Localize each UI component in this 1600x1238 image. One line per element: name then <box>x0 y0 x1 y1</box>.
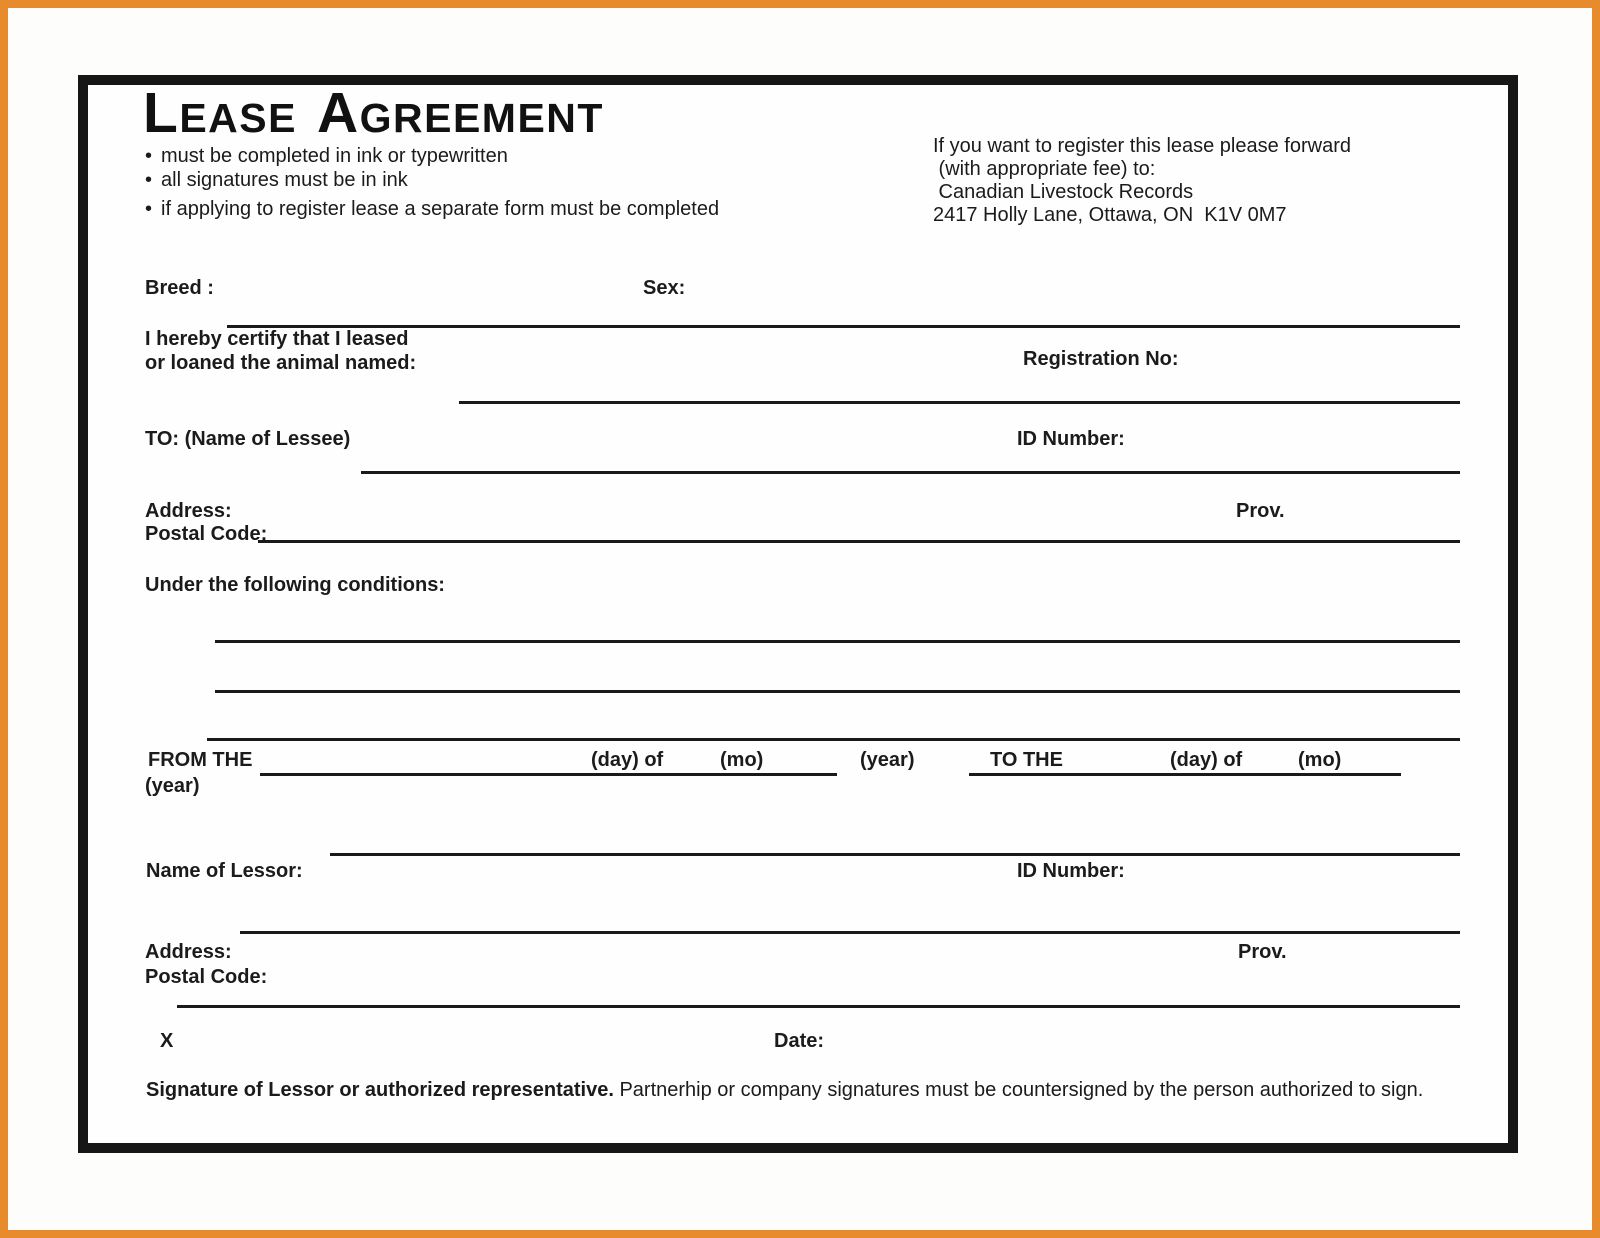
from-the-label: FROM THE <box>148 749 253 771</box>
register-info-line: If you want to register this lease please forward <box>933 135 1351 157</box>
register-info-line: (with appropriate fee) to: <box>933 158 1156 180</box>
to-lessee-label: TO: (Name of Lessee) <box>145 428 351 450</box>
title-word-agreement: AGREEMENT <box>316 81 604 145</box>
to-day-of-label: (day) of <box>1170 749 1243 771</box>
lessor-prov-label: Prov. <box>1238 941 1287 963</box>
lessee-postal-code-label: Postal Code: <box>145 523 268 545</box>
to-month-label: (mo) <box>1298 749 1342 771</box>
lessor-name-label: Name of Lessor: <box>146 860 303 882</box>
signature-write-line[interactable] <box>177 1005 1460 1008</box>
title-word-lease: LEASE <box>143 81 297 145</box>
lessee-postal-write-line[interactable] <box>258 540 1460 543</box>
lessee-id-number-label: ID Number: <box>1017 428 1125 450</box>
to-date-write-line[interactable] <box>969 773 1401 776</box>
from-day-of-label: (day) of <box>591 749 664 771</box>
sex-label: Sex: <box>643 277 686 299</box>
instruction-text: all signatures must be in ink <box>161 169 408 191</box>
signature-note <box>146 1078 1423 1102</box>
lessee-name-write-line[interactable] <box>361 471 1460 474</box>
bullet-icon: • <box>145 145 153 167</box>
lessor-address-label: Address: <box>145 941 232 963</box>
lessor-address-write-line[interactable] <box>240 931 1460 934</box>
registration-no-label: Registration No: <box>1023 348 1179 370</box>
conditions-write-line-1[interactable] <box>215 640 1460 643</box>
certify-statement <box>145 327 416 375</box>
certify-line: I hereby certify that I leased <box>145 328 409 350</box>
instruction-item <box>145 197 719 221</box>
lessee-prov-label: Prov. <box>1236 500 1285 522</box>
from-date-write-line[interactable] <box>260 773 837 776</box>
breed-label: Breed : <box>145 277 214 299</box>
lessor-name-write-line[interactable] <box>330 853 1460 856</box>
register-info-line: Canadian Livestock Records <box>933 181 1194 203</box>
date-label: Date: <box>774 1030 825 1052</box>
signature-note-rest: Partnerhip or company signatures must be countersigned by the person authorized to sign. <box>613 1079 1424 1101</box>
conditions-write-line-3[interactable] <box>207 738 1460 741</box>
conditions-write-line-2[interactable] <box>215 690 1460 693</box>
bullet-icon: • <box>145 169 153 191</box>
signature-x-label: X <box>160 1030 174 1052</box>
certify-line: or loaned the animal named: <box>145 352 417 374</box>
to-the-label: TO THE <box>990 749 1063 771</box>
bullet-icon: • <box>145 198 153 220</box>
instruction-item <box>145 144 719 168</box>
lessor-id-number-label: ID Number: <box>1017 860 1125 882</box>
register-info-block <box>933 135 1351 227</box>
from-year-label: (year) <box>860 749 915 771</box>
instruction-list <box>145 144 719 221</box>
conditions-label: Under the following conditions: <box>145 574 445 596</box>
register-info-line: 2417 Holly Lane, Ottawa, ON K1V 0M7 <box>933 204 1287 226</box>
signature-note-bold: Signature of Lessor or authorized representative. <box>146 1079 614 1101</box>
to-year-label: (year) <box>145 775 200 797</box>
animal-name-write-line[interactable] <box>459 401 1460 404</box>
instruction-item <box>145 168 719 192</box>
from-month-label: (mo) <box>720 749 764 771</box>
instruction-text: if applying to register lease a separate form must be completed <box>161 198 720 220</box>
lease-agreement-form <box>78 75 1518 1153</box>
instruction-text: must be completed in ink or typewritten <box>161 145 508 167</box>
lessor-postal-code-label: Postal Code: <box>145 966 268 988</box>
lessee-address-label: Address: <box>145 500 232 522</box>
